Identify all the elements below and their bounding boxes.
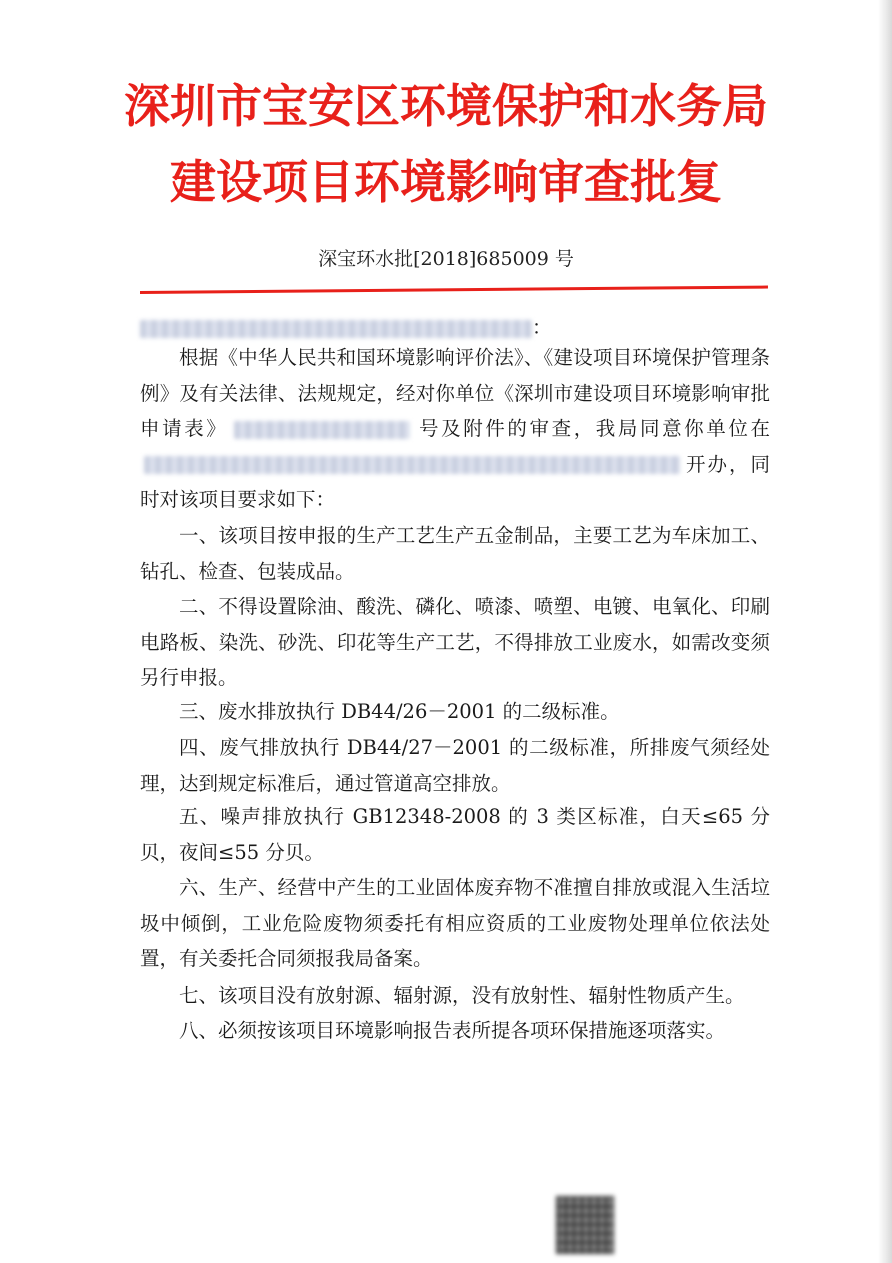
redacted-application-number [234, 421, 410, 439]
redacted-recipient [140, 320, 532, 338]
recipient-line [140, 312, 552, 340]
item-5: 五、噪声排放执行 GB12348-2008 的 3 类区标准，白天≤65 分贝，夜间≤55 分贝。 [140, 805, 770, 864]
intro-text-2: 号及附件的审查，我局同意你单位在 [416, 417, 770, 440]
item-6: 六、生产、经营中产生的工业固体废弃物不准擅自排放或混入生活垃圾中倾倒，工业危险废物须委托有相应资质的工业废物处理单位依法处置，有关委托合同须报我局备案。 [140, 876, 770, 970]
intro-text-3: 开办，同时对该项目要求如下： [140, 452, 770, 511]
title-line-1: 深圳市宝安区环境保护和水务局 [124, 79, 768, 133]
item-1: 一、该项目按申报的生产工艺生产五金制品，主要工艺为车床加工、钻孔、检查、包装成品。 [140, 524, 770, 583]
redacted-address [144, 456, 680, 474]
document-number: 深宝环水批[2018]685009 号 [318, 248, 574, 270]
intro-text-1: 根据《中华人民共和国环境影响评价法》、《建设项目环境保护管理条例》及有关法律、法规规定，经对你单位《深圳市建设项目环境影响审批申请表》 [140, 346, 770, 440]
item-8: 八、必须按该项目环境影响报告表所提各项环保措施逐项落实。 [179, 1019, 726, 1042]
red-divider-line [140, 286, 768, 294]
item-4: 四、废气排放执行 DB44/27－2001 的二级标准，所排废气须经处理，达到规定标准后，通过管道高空排放。 [140, 736, 770, 795]
recipient-colon: ： [532, 316, 552, 339]
item-7: 七、该项目没有放射源、辐射源，没有放射性、辐射性物质产生。 [179, 984, 745, 1007]
item-3: 三、废水排放执行 DB44/26－2001 的二级标准。 [179, 700, 620, 723]
intro-paragraph [140, 340, 770, 518]
item-2: 二、不得设置除油、酸洗、磷化、喷漆、喷塑、电镀、电氧化、印刷电路板、染洗、砂洗、印花等生产工艺，不得排放工业废水，如需改变须另行申报。 [140, 595, 770, 689]
qr-code-icon [556, 1196, 614, 1254]
title-line-2: 建设项目环境影响审查批复 [170, 155, 722, 209]
